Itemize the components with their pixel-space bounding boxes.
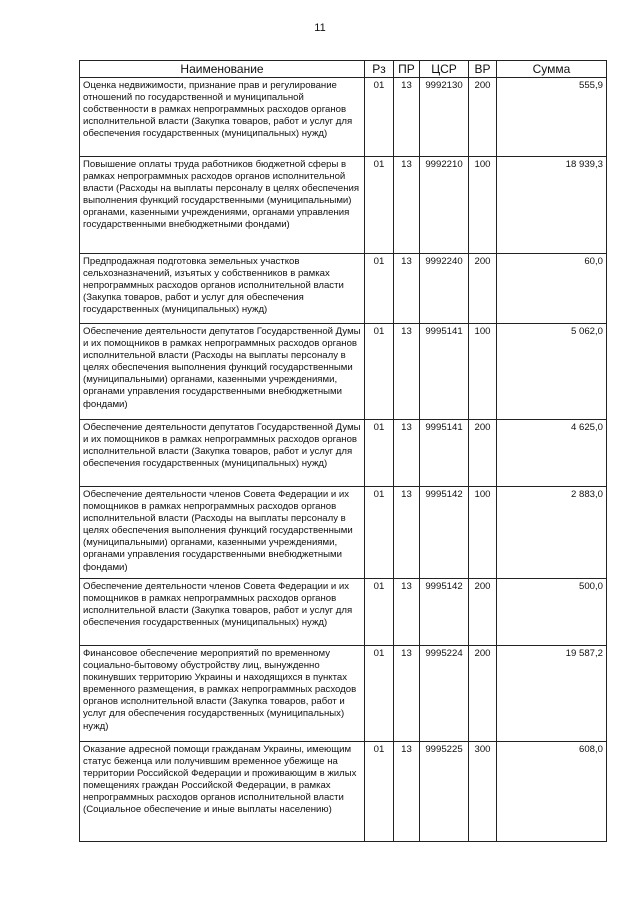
cell-vr: 300 [469, 742, 497, 842]
cell-sum: 500,0 [497, 579, 607, 646]
page-number: 11 [314, 22, 326, 34]
table-row [80, 157, 607, 254]
cell-sum: 2 883,0 [497, 487, 607, 579]
header-vr: ВР [469, 61, 497, 78]
cell-rz: 01 [365, 646, 394, 742]
table-row [80, 646, 607, 742]
cell-csr: 9992240 [420, 254, 469, 324]
cell-rz: 01 [365, 157, 394, 254]
cell-csr: 9995141 [420, 420, 469, 487]
cell-vr: 200 [469, 646, 497, 742]
header-csr: ЦСР [420, 61, 469, 78]
cell-sum: 18 939,3 [497, 157, 607, 254]
cell-rz: 01 [365, 579, 394, 646]
header-name: Наименование [80, 61, 365, 78]
cell-name: Финансовое обеспечение мероприятий по временному социально-бытовому обустройству лиц, вынужденно покинувших территорию Украины и находящихся в пунктах временного размещения, в рамках непрограммных расходов органов исполнительной власти (Закупка товаров, работ и услуг для обеспечения государственных (муниципальных) нужд) [80, 646, 365, 742]
cell-sum: 5 062,0 [497, 324, 607, 420]
table-row [80, 487, 607, 579]
cell-rz: 01 [365, 324, 394, 420]
cell-vr: 100 [469, 487, 497, 579]
cell-name: Обеспечение деятельности членов Совета Федерации и их помощников в рамках непрограммных расходов органов исполнительной власти (Расходы на выплаты персоналу в целях обеспечения выполнения функций государственными (муниципальными) органами, казенными учреждениями, органами управления государственными внебюджетными фондами) [80, 487, 365, 579]
cell-pr: 13 [394, 324, 420, 420]
cell-pr: 13 [394, 646, 420, 742]
cell-pr: 13 [394, 78, 420, 157]
cell-vr: 200 [469, 78, 497, 157]
cell-csr: 9995225 [420, 742, 469, 842]
cell-csr: 9995141 [420, 324, 469, 420]
cell-csr: 9992130 [420, 78, 469, 157]
cell-pr: 13 [394, 742, 420, 842]
cell-sum: 4 625,0 [497, 420, 607, 487]
cell-csr: 9992210 [420, 157, 469, 254]
cell-pr: 13 [394, 254, 420, 324]
cell-vr: 200 [469, 420, 497, 487]
cell-pr: 13 [394, 487, 420, 579]
cell-csr: 9995142 [420, 579, 469, 646]
cell-vr: 200 [469, 254, 497, 324]
cell-rz: 01 [365, 487, 394, 579]
cell-pr: 13 [394, 420, 420, 487]
table-header-row [80, 61, 607, 78]
table-row [80, 78, 607, 157]
cell-vr: 100 [469, 157, 497, 254]
cell-pr: 13 [394, 579, 420, 646]
cell-name: Обеспечение деятельности членов Совета Федерации и их помощников в рамках непрограммных расходов органов исполнительной власти (Закупка товаров, работ и услуг для обеспечения государственных (муниципальных) нужд) [80, 579, 365, 646]
cell-pr: 13 [394, 157, 420, 254]
header-pr: ПР [394, 61, 420, 78]
table-row [80, 742, 607, 842]
cell-name: Предпродажная подготовка земельных участков сельхозназначений, изъятых у собственников в рамках непрограммных расходов органов исполнительной власти (Закупка товаров, работ и услуг для обеспечения государственных (муниципальных) нужд) [80, 254, 365, 324]
cell-csr: 9995224 [420, 646, 469, 742]
cell-sum: 555,9 [497, 78, 607, 157]
cell-name: Оценка недвижимости, признание прав и регулирование отношений по государственной и муниципальной собственности в рамках непрограммных расходов органов исполнительной власти (Закупка товаров, работ и услуг для обеспечения государственных (муниципальных) нужд) [80, 78, 365, 157]
table-row [80, 324, 607, 420]
table-row [80, 579, 607, 646]
cell-sum: 60,0 [497, 254, 607, 324]
cell-sum: 19 587,2 [497, 646, 607, 742]
cell-sum: 608,0 [497, 742, 607, 842]
cell-name: Обеспечение деятельности депутатов Государственной Думы и их помощников в рамках непрограммных расходов органов исполнительной власти (Закупка товаров, работ и услуг для обеспечения государственных (муниципальных) нужд) [80, 420, 365, 487]
header-rz: Рз [365, 61, 394, 78]
cell-rz: 01 [365, 420, 394, 487]
cell-csr: 9995142 [420, 487, 469, 579]
cell-vr: 200 [469, 579, 497, 646]
cell-rz: 01 [365, 254, 394, 324]
table-row [80, 420, 607, 487]
table-row [80, 254, 607, 324]
cell-name: Обеспечение деятельности депутатов Государственной Думы и их помощников в рамках непрограммных расходов органов исполнительной власти (Расходы на выплаты персоналу в целях обеспечения выполнения функций государственными (муниципальными) органами, казенными учреждениями, органами управления государственными внебюджетными фондами) [80, 324, 365, 420]
cell-rz: 01 [365, 78, 394, 157]
budget-table [79, 60, 607, 842]
cell-name: Оказание адресной помощи гражданам Украины, имеющим статус беженца или получившим временное убежище на территории Российской Федерации и проживающим в жилых помещениях граждан Российской Федерации, в рамках непрограммных расходов органов исполнительной власти (Социальное обеспечение и иные выплаты населению) [80, 742, 365, 842]
cell-rz: 01 [365, 742, 394, 842]
header-sum: Сумма [497, 61, 607, 78]
cell-name: Повышение оплаты труда работников бюджетной сферы в рамках непрограммных расходов органов исполнительной власти (Расходы на выплаты персоналу в целях обеспечения выполнения функций государственными (муниципальными) органами, казенными учреждениями, органами управления государственными внебюджетными фондами) [80, 157, 365, 254]
cell-vr: 100 [469, 324, 497, 420]
